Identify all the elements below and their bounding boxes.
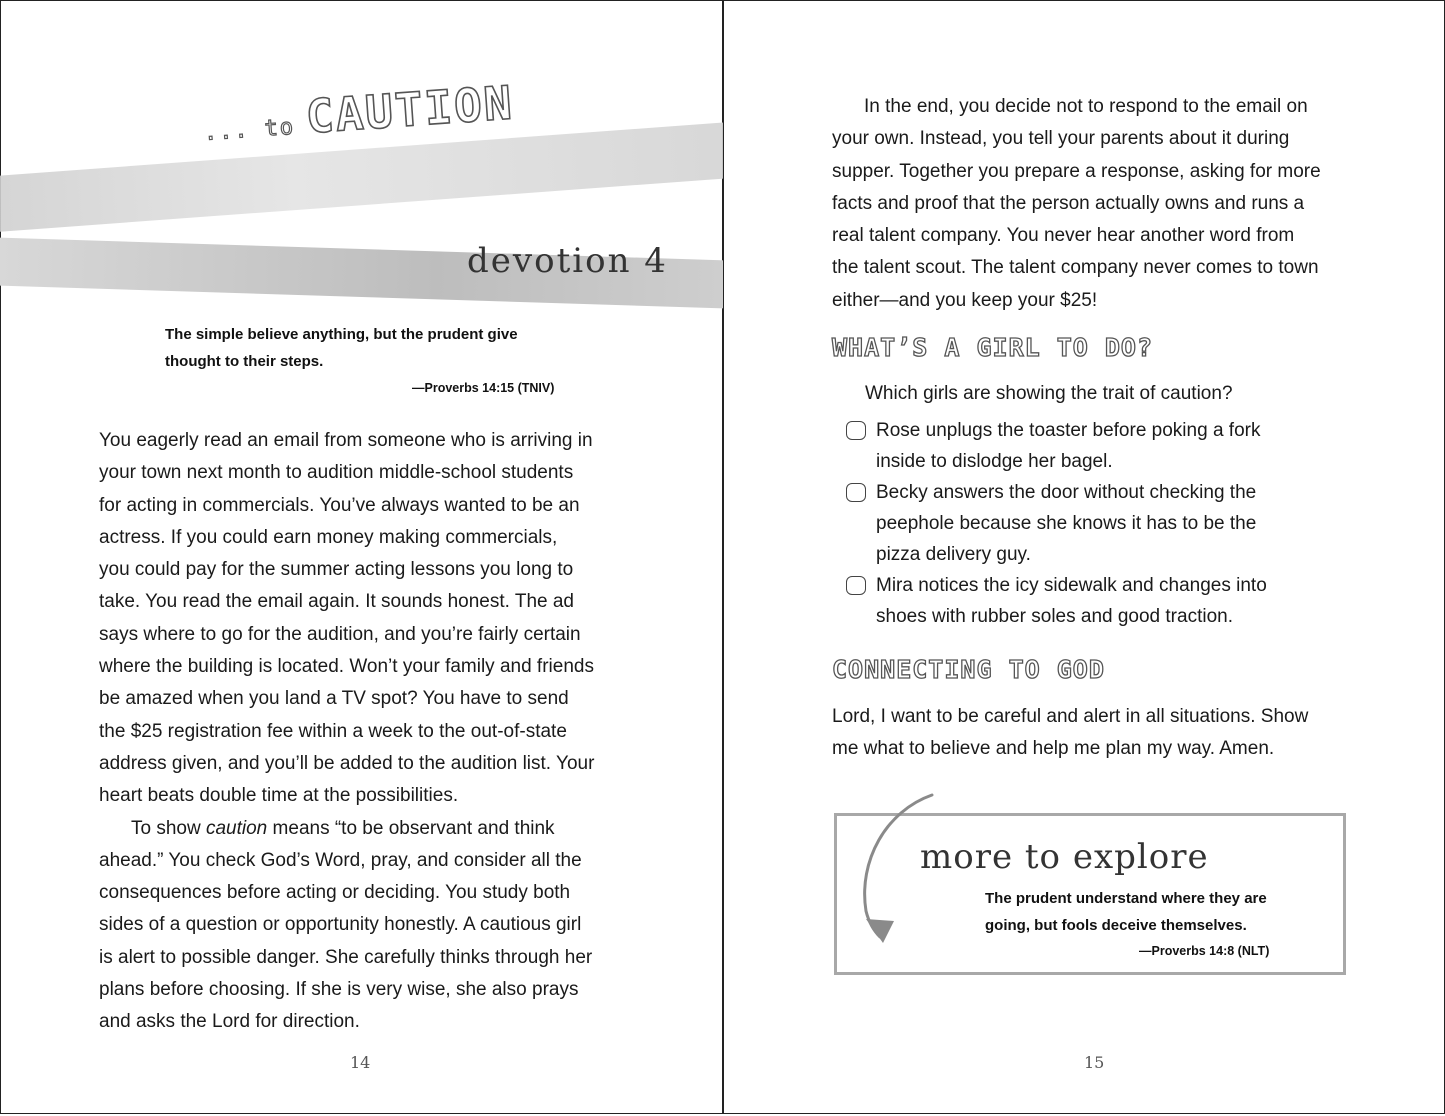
- option-line: shoes with rubber soles and good traction.: [876, 606, 1233, 627]
- text-line: where the building is located. Won’t your family and friends: [99, 656, 594, 678]
- text-line: plans before choosing. If she is very wise, she also prays: [99, 979, 579, 1001]
- option-line: pizza delivery guy.: [876, 544, 1031, 565]
- page-number: 14: [350, 1053, 371, 1072]
- text-line: be amazed when you land a TV spot? You have to send: [99, 688, 569, 710]
- question-text: Which girls are showing the trait of caution?: [865, 383, 1233, 404]
- text-line: the talent scout. The talent company never comes to town: [832, 257, 1319, 279]
- paragraph-1: [99, 425, 639, 813]
- text-line: You eagerly read an email from someone who is arriving in: [99, 430, 593, 451]
- scripture-line-2: thought to their steps.: [165, 353, 324, 370]
- explore-verse-line-1: The prudent understand where they are: [985, 890, 1267, 907]
- text-line: for acting in commercials. You’ve always wanted to be an: [99, 494, 580, 516]
- text-line: address given, and you’ll be added to the audition list. Your: [99, 752, 595, 774]
- right-page: [723, 0, 1445, 1114]
- text-line: you could pay for the summer acting lessons you long to: [99, 559, 574, 581]
- section-heading-connecting-to-god: CONNECTING TO GOD: [832, 655, 1105, 684]
- checkbox-icon[interactable]: [846, 483, 866, 502]
- page-number: 15: [1084, 1053, 1105, 1072]
- chapter-title: [201, 75, 515, 151]
- scripture-reference: —Proverbs 14:15 (TNIV): [412, 381, 555, 395]
- chapter-title-word: CAUTION: [304, 75, 516, 144]
- left-page: [0, 0, 723, 1114]
- text-line: real talent company. You never hear another word from: [832, 225, 1295, 247]
- text-line: Lord, I want to be careful and alert in all situations. Show: [832, 706, 1309, 727]
- answer-option-mira[interactable]: [876, 570, 1346, 632]
- explore-title: more to explore: [920, 837, 1209, 877]
- option-line: Mira notices the icy sidewalk and changes into: [876, 575, 1267, 596]
- text-line: take. You read the email again. It sounds honest. The ad: [99, 591, 574, 613]
- text-line: [99, 813, 639, 845]
- explore-verse: [985, 885, 1267, 939]
- text-line: your own. Instead, you tell your parents about it during: [832, 128, 1290, 150]
- devotion-label: devotion 4: [467, 241, 668, 281]
- chapter-prefix: ... to: [202, 114, 296, 147]
- text-line: either—and you keep your $25!: [832, 289, 1098, 311]
- text-line: ahead.” You check God’s Word, pray, and consider all the: [99, 849, 582, 871]
- text-line: In the end, you decide not to respond to the email on: [864, 96, 1308, 117]
- option-line: Rose unplugs the toaster before poking a fork: [876, 420, 1261, 441]
- text-line: is alert to possible danger. She carefully thinks through her: [99, 946, 593, 968]
- text-run: To show: [131, 817, 206, 839]
- text-line: sides of a question or opportunity honestly. A cautious girl: [99, 914, 582, 936]
- option-line: peephole because she knows it has to be the: [876, 513, 1257, 534]
- scripture-line-1: The simple believe anything, but the prudent give: [165, 326, 518, 343]
- explore-verse-line-2: going, but fools deceive themselves.: [985, 917, 1247, 934]
- explore-verse-reference: —Proverbs 14:8 (NLT): [1139, 944, 1270, 958]
- devotion-body: [99, 425, 639, 1039]
- text-line: the $25 registration fee within a week to the out-of-state: [99, 720, 567, 742]
- section-heading-whats-a-girl-to-do: WHAT’S A GIRL TO DO?: [832, 333, 1154, 362]
- answer-option-rose[interactable]: [876, 415, 1346, 477]
- checkbox-icon[interactable]: [846, 576, 866, 595]
- checkbox-icon[interactable]: [846, 421, 866, 440]
- option-line: inside to dislodge her bagel.: [876, 451, 1113, 472]
- scripture-quote: [165, 321, 518, 375]
- text-line: your town next month to audition middle-school students: [99, 462, 574, 484]
- text-run: means “to be observant and think: [267, 817, 555, 839]
- text-line: actress. If you could earn money making commercials,: [99, 526, 558, 548]
- emphasis-caution: caution: [205, 817, 268, 839]
- paragraph-2: [99, 813, 639, 1039]
- text-line: supper. Together you prepare a response, asking for more: [832, 160, 1321, 182]
- text-line: and asks the Lord for direction.: [99, 1011, 360, 1033]
- text-line: me what to believe and help me plan my way. Amen.: [832, 738, 1275, 760]
- text-line: heart beats double time at the possibilities.: [99, 785, 459, 807]
- text-line: consequences before acting or deciding. You study both: [99, 882, 571, 904]
- text-line: facts and proof that the person actually owns and runs a: [832, 192, 1305, 214]
- prayer-text: [832, 701, 1392, 766]
- option-line: Becky answers the door without checking the: [876, 482, 1257, 503]
- answer-option-becky[interactable]: [876, 477, 1346, 570]
- story-conclusion: [832, 91, 1392, 317]
- text-line: says where to go for the audition, and you’re fairly certain: [99, 623, 581, 645]
